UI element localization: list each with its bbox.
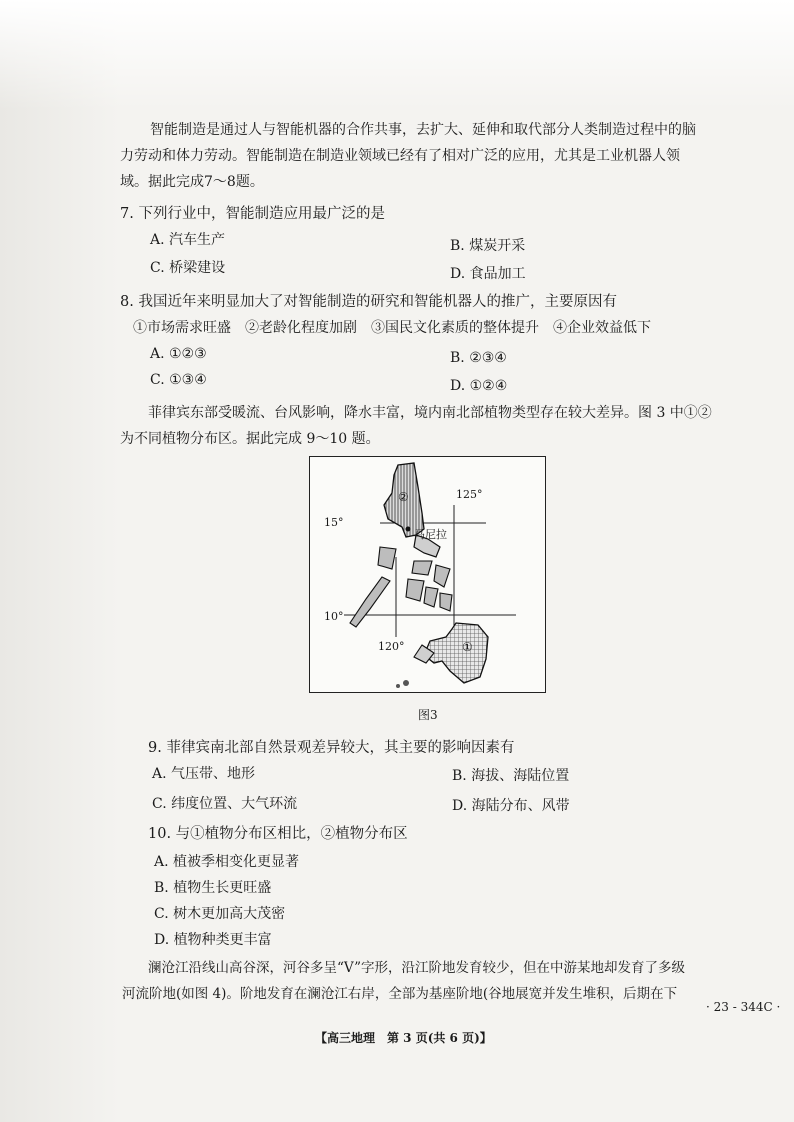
longitude-125-label: 125° <box>456 488 483 501</box>
visayas-island-1 <box>412 561 432 575</box>
intro-line-2: 力劳动和体力劳动。智能制造在制造业领域已经有了相对广泛的应用，尤其是工业机器人领 <box>120 148 680 164</box>
scan-highlight <box>0 0 794 110</box>
question-7-stem: 7. 下列行业中，智能制造应用最广泛的是 <box>120 206 385 222</box>
question-10-stem: 10. 与①植物分布区相比，②植物分布区 <box>148 826 408 842</box>
samar-island <box>434 565 450 587</box>
question-10-option-b: B. 植物生长更旺盛 <box>154 880 272 896</box>
manila-dot <box>406 527 411 532</box>
mindoro-island <box>378 547 396 569</box>
manila-label: 马尼拉 <box>414 528 447 541</box>
sulu-islet-2 <box>396 684 400 688</box>
cebu-island <box>424 587 438 607</box>
question-10-option-a: A. 植被季相变化更显著 <box>154 854 300 870</box>
question-9-stem: 9. 菲律宾南北部自然景观差异较大，其主要的影响因素有 <box>148 740 515 756</box>
question-8-option-a: A. ①②③ <box>150 346 207 362</box>
passage-3-line-1: 澜沧江沿线山高谷深，河谷多呈“V”字形，沿江阶地发育较少，但在中游某地却发育了多级 <box>148 960 686 976</box>
philippines-map <box>309 456 546 693</box>
question-9-option-b: B. 海拔、海陆位置 <box>452 768 570 784</box>
map-svg <box>310 457 544 691</box>
question-7-option-c: C. 桥梁建设 <box>150 260 226 276</box>
question-8-option-c: C. ①③④ <box>150 372 207 388</box>
question-7-option-a: A. 汽车生产 <box>150 232 226 248</box>
question-9-option-a: A. 气压带、地形 <box>152 766 256 782</box>
palawan-island <box>350 577 390 627</box>
question-10-option-d: D. 植物种类更丰富 <box>154 932 272 948</box>
question-9-option-d: D. 海陆分布、风带 <box>452 798 570 814</box>
intro-line-3: 域。据此完成7～8题。 <box>120 174 264 190</box>
longitude-120-label: 120° <box>378 640 405 653</box>
leyte-island <box>440 593 452 611</box>
question-8-reasons: ①市场需求旺盛 ②老龄化程度加剧 ③国民文化素质的整体提升 ④企业效益低下 <box>133 320 651 336</box>
passage-2-line-1: 菲律宾东部受暖流、台风影响，降水丰富，境内南北部植物类型存在较大差异。图 3 中①② <box>148 405 712 421</box>
zone-2-label: ② <box>398 490 409 504</box>
paper-code: · 23 - 344C · <box>706 1000 781 1014</box>
passage-2-line-2: 为不同植物分布区。据此完成 9～10 题。 <box>120 431 380 447</box>
question-7-option-d: D. 食品加工 <box>450 266 526 282</box>
sulu-islet-1 <box>403 680 409 686</box>
zone-1-label: ① <box>462 640 473 654</box>
question-7-option-b: B. 煤炭开采 <box>450 238 526 254</box>
question-8-option-d: D. ①②④ <box>450 378 508 394</box>
question-8-stem: 8. 我国近年来明显加大了对智能制造的研究和智能机器人的推广，主要原因有 <box>120 294 617 310</box>
question-9-option-c: C. 纬度位置、大气环流 <box>152 796 298 812</box>
latitude-10-label: 10° <box>324 610 344 623</box>
passage-3-line-2: 河流阶地(如图 4)。阶地发育在澜沧江右岸，全部为基座阶地(谷地展宽并发生堆积，后期在下 <box>122 986 678 1002</box>
question-8-option-b: B. ②③④ <box>450 350 507 366</box>
figure-3-caption: 图3 <box>418 708 438 722</box>
panay-island <box>406 579 424 601</box>
page-footer: 【高三地理 第 3 页(共 6 页)】 <box>315 1031 492 1045</box>
question-10-option-c: C. 树木更加高大茂密 <box>154 906 286 922</box>
scan-shadow <box>0 0 120 1122</box>
latitude-15-label: 15° <box>324 516 344 529</box>
intro-line-1: 智能制造是通过人与智能机器的合作共事，去扩大、延伸和取代部分人类制造过程中的脑 <box>150 122 696 138</box>
